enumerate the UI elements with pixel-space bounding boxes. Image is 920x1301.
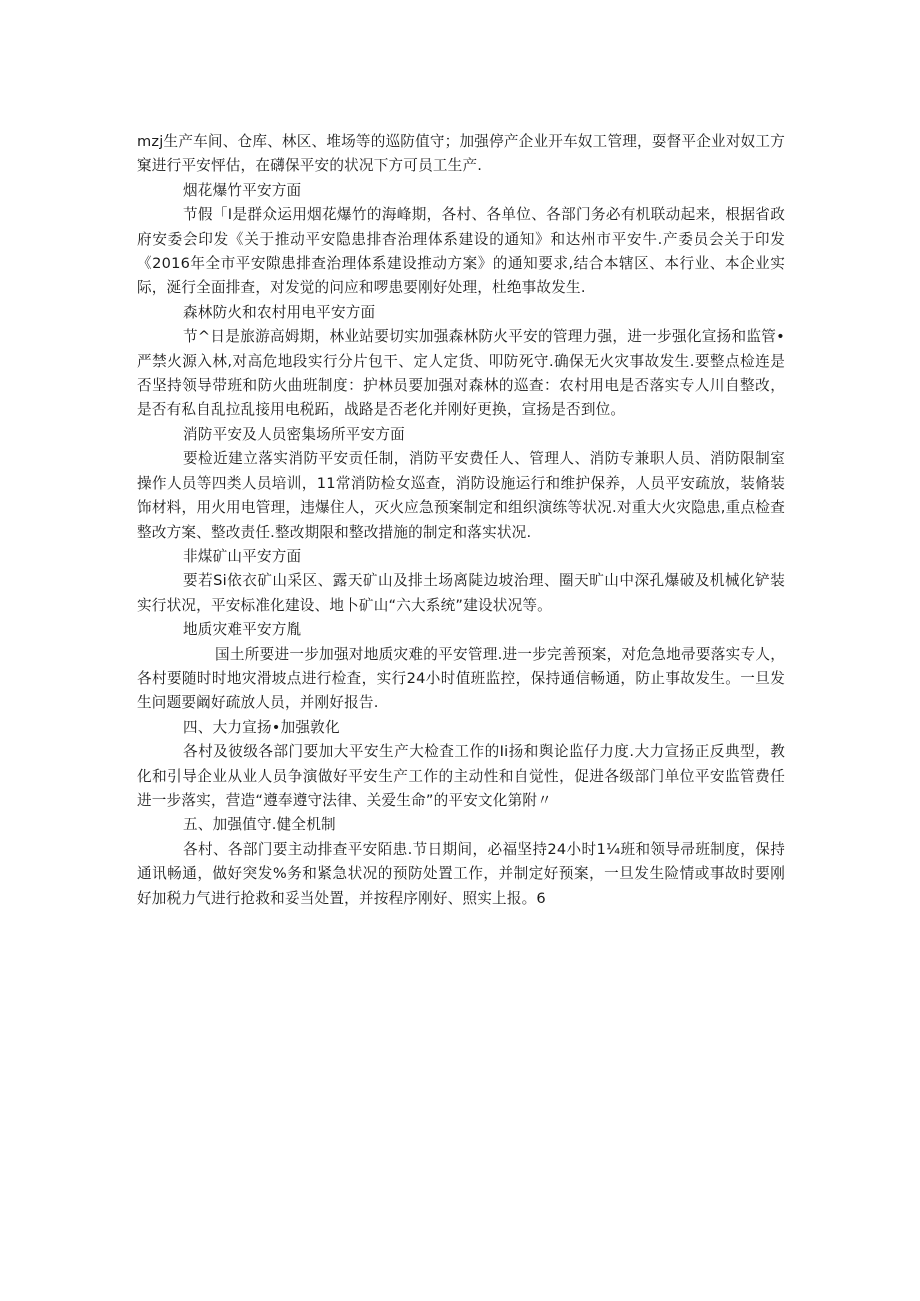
section-heading-publicity: 四、大力宣扬•加强敦化: [183, 718, 340, 736]
section-heading-fireworks: 烟花爆竹平安方面: [183, 181, 302, 199]
document-body: [137, 130, 785, 911]
paragraph-publicity: 各村及彼级各部门要加大平安生产大检査工作的Ii扬和舆论监仔力度.大力宣扬正反典型，教化和引导企业从业人员争演做好平安生产工作的主动性和自觉性，促进各级部门单位平安监管费任进一步落实，营造“遵奉遵守法律、关爱生命”的平安文化第附〃: [137, 743, 785, 809]
paragraph-fire-safety: 要检近建立落实消防平安贡任制，消防平安费任人、管理人、消防专兼职人员、消防限制室操作人员等四类人员培训，11常消防检女巡查，消防设施运行和维护保养，人员平安疏放，装脩装饰材料，用火用电管理，违爆住人，灭火应急预案制定和组织演练等状况.对重大火灾隐患,重点检查整改方案、整改责任.整改期限和整改措施的制定和落实状况.: [137, 450, 785, 541]
paragraph-forest-fire: 节^日是旅游高姆期，林业站要切实加强森林防火平安的管理力强，进一步强化宣扬和监管•严禁火源入林,对高危地段实行分片包干、定人定货、叩防死守.确保无火灾事故发生.要整点检连是否坚持领导带班和防火曲班制度：护林员要加强对森林的巡查：农村用电是否落实专人川自整改，是否有私自乱拉乱接用电税跖，战路是否老化并刚好更换，宣扬是否到位。: [137, 328, 785, 419]
paragraph-geology: 国土所要进一步加强对地质灾难的平安管理.进一步完善预案，对危急地帚要落实专人，各村要随时时地灾滑坡点进行检査，实行24小时值班监控，保持通信畅通，防止事故发生。一旦发生问题要阚好疏放人员，并刚好报告.: [137, 645, 785, 712]
section-heading-geology: 地质灾难平安方胤: [183, 621, 302, 639]
paragraph-fireworks: 节假「I是群众运用烟花爆竹的海峰期，各村、各单位、各部门务必有机联动起来，根据省政府安委会印发《关于推动平安隐患排杳治理体系建设的通知》和达州市平安牛.产委员会关于印发《2016年全市平安隙患排查治理体系建设推动方案》的通知要求,结合本辖区、本行业、本企业实际，涎行全面排查，对发觉的问应和啰患要刚好处理，杜绝事故发生.: [137, 206, 785, 297]
paragraph-continuation: mzj生产车间、仓库、林区、堆场等的巡防值守；加强停产企业开车奴工管理，耍督平企业对奴工方窠进行平安怦估，在礴保平安的状况下方可员工生产.: [137, 133, 785, 175]
paragraph-mining: 要若Si依衣矿山采区、露天矿山及排土场离陡边坡治理、圈天旷山中深孔爆破及机械化铲装实行状况，平安标准化建设、地卜矿山“六大系统”建设状况等。: [137, 572, 785, 614]
paragraph-duty: 各村、各部门要主动排查平安陌患.节日期间，必福坚持24小时1¼班和领导帚班制度，保持通讯畅通，做好突发%务和紧急状况的预防处置工作，并制定好预案，一旦发生险情或事故时要刚好加税力气进行抢救和妥当处置，并按程序刚好、照实上报。6: [137, 840, 785, 907]
section-heading-duty: 五、加强值守.健全机制: [183, 816, 336, 834]
section-heading-fire-safety: 消防平安及人员密集场所平安方面: [183, 425, 405, 443]
section-heading-mining: 非煤矿山平安方面: [183, 547, 302, 565]
section-heading-forest-fire: 森林防火和农村用电平安方面: [183, 303, 376, 321]
